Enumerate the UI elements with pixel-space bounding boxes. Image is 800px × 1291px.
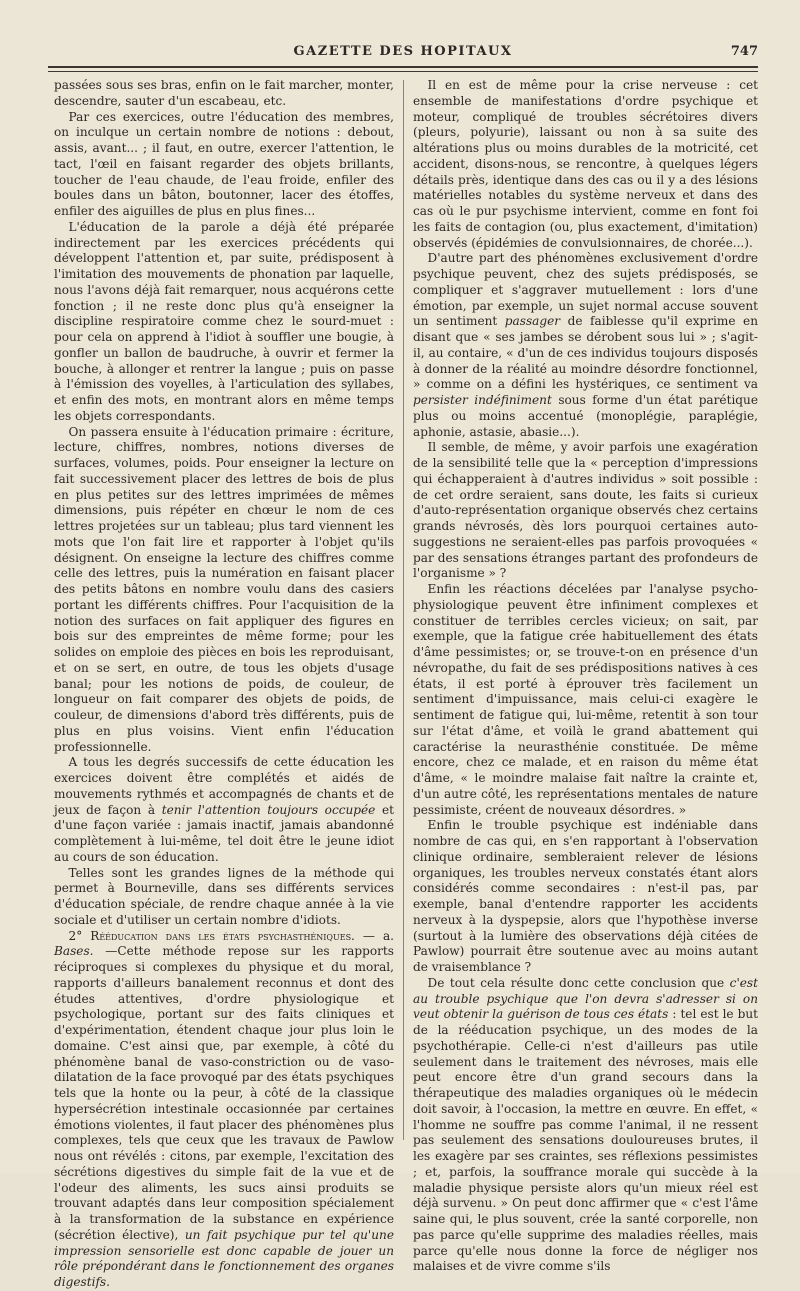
paragraph: Il en est de même pour la crise nerveuse : cet ensemble de manifestations d'ordre psychique et moteur, compliqué de troubles sécrétoires divers (pleurs, polyurie), laissant ou non à sa suite des altérations plus ou moins durables de la motricité, cet accident, disons-nous, se rencontre, à quelques légers détails près, identique dans des cas ou il y a des lésions matérielles notables du système nerveux et dans des cas où le pur psychisme intervient, comme en font foi les faits de contagion (ou, plus exactement, d'imitation) observés (épidémies de convulsionnaires, de chorée...). bbox=[413, 78, 758, 250]
paragraph: passées sous ses bras, enfin on le fait marcher, monter, descendre, sauter d'un escabeau, etc. bbox=[54, 78, 394, 108]
paragraph: Par ces exercices, outre l'éducation des membres, on inculque un certain nombre de notions : debout, assis, avant... ; il faut, en outre, exercer l'attention, le tact, l'œil en faisant regarder des objets brillants, toucher de l'eau chaude, de l'eau froide, enfiler des boules dans un bâton, boutonner, lacer des étoffes, enfiler des aiguilles de plus en plus fines... bbox=[54, 109, 394, 218]
italic-text: c'est au trouble psychique que l'on devra s'adresser si on veut obtenir la guérison de tous ces états bbox=[413, 975, 758, 1022]
page-number: 747 bbox=[730, 44, 758, 59]
italic-text: un fait psychique pur tel qu'une impression sensorielle est donc capable de jouer un rôle prépondérant dans le fonctionnement des organes digestifs. bbox=[54, 1227, 394, 1289]
page-header bbox=[48, 44, 758, 68]
italic-text: tenir l'attention toujours occupée bbox=[161, 802, 376, 817]
text-run: —Cette méthode repose sur les rapports réciproques si complexes du physique et du moral, rapports d'ailleurs banalement reconnus et dont des études attentives, d'ordre physiologique et psychologique, portant sur des faits cliniques et d'expérimentation, étendent chaque jour plus loin le domaine. C'est ainsi que, par exemple, à côté du phénomène banal de vaso-constriction ou de vaso-dilatation de la face provoqué par des états psychiques tels que la honte ou la peur, à côté de la classique hypersécrétion intestinale occasionnée par certaines émotions violentes, il faut placer des phénomènes plus complexes, tels que ceux que les travaux de Pawlow nous ont révélés : citons, par exemple, l'excitation des sécrétions digestives du simple fait de la vue et de l'odeur des aliments, les sucs ainsi produits se trouvant adaptés dans leur composition spécialement à la transformation de la substance en expérience (sécrétion élective), bbox=[54, 944, 394, 1242]
italic-text: persister indéfiniment bbox=[413, 393, 552, 407]
paragraph bbox=[413, 251, 758, 440]
text-run: de faiblesse qu'il exprime en disant que « ses jambes se dérobent sous lui » ; s'agit-il, au contaire, « d'un de ces individus toujours disposés à donner de la réalité au moindre désordre fonctionnel, » comme on a défini les hystériques, ce sentiment va bbox=[413, 314, 759, 392]
paragraph: L'éducation de la parole a déjà été préparée indirectement par les exercices précédents qui développent l'attention et, par suite, prédisposent à l'imitation des mouvements de phonation par laquelle, nous l'avons déjà fait remarquer, nous acquérons cette fonction ; il ne reste donc plus qu'à enseigner la discipline respiratoire comme chez le sourd-muet : pour cela on apprend à l'idiot à souffler une bougie, à gonfler un ballon de baudruche, à ouvrir et fermer la bouche, à allonger et rentrer la langue ; puis on passe à l'émission des voyelles, à l'articulation des syllabes, et enfin des mots, en montrant alors en même temps les objets correspondants. bbox=[54, 219, 394, 423]
paragraph: On passera ensuite à l'éducation primaire : écriture, lecture, chiffres, nombres, notions diverses de surfaces, volumes, poids. Pour enseigner la lecture on fait successivement placer des lettres de bois de plus en plus petites sur des lettres imprimées de mêmes dimensions, puis répéter en chœur le nom de ces lettres projetées sur un tableau; plus tard viennent les mots que l'on fait lire et rapporter à l'objet qu'ils désignent. On enseigne la lecture des chiffres comme celle des lettres, puis la numération en faisant placer des petits bâtons en nombre voulu dans des casiers portant les différents chiffres. Pour l'acquisition de la notion des surfaces on fait appliquer des figures en bois sur des empreintes de même forme; pour les solides on emploie des pièces en bois les reproduisant, et on se sert, en outre, de tous les objets d'usage banal; pour les notions de poids, de couleur, de longueur on fait comparer des objets de poids, de couleur, de dimensions d'abord très différents, puis de plus en plus voisins. Vient enfin l'éducation professionnelle. bbox=[54, 424, 394, 754]
text-run: De tout cela résulte donc cette conclusion que bbox=[427, 975, 730, 990]
paragraph bbox=[413, 976, 758, 1275]
section-paragraph bbox=[54, 929, 394, 1291]
paragraph: Telles sont les grandes lignes de la méthode qui permet à Bourneville, dans ses différents services d'éducation spéciale, de rendre chaque année à la vie sociale et d'utiliser un certain nombre d'idiots. bbox=[54, 865, 394, 927]
section-heading: 2° Rééducation dans les états psychasthéniques. bbox=[68, 928, 355, 943]
subsection-heading: Bases. bbox=[54, 944, 94, 959]
text-run: D'autre part des phénomènes exclusivement d'ordre psychique peuvent, chez des sujets prédisposés, se compliquer et s'aggraver mutuellement : lors d'une émotion, par exemple, un sujet normal accuse souvent un sentiment bbox=[413, 251, 758, 329]
text-run: : tel est le but de la rééducation psychique, un des modes de la psychothérapie. Celle-ci n'est d'ailleurs pas utile seulement dans le traitement des névroses, mais elle peut encore être d'un grand secours dans la thérapeutique des maladies organiques où le médecin doit savoir, à l'occasion, la mettre en œuvre. En effet, « l'homme ne souffre pas comme l'animal, il ne ressent pas seulement des sensations douloureuses brutes, il les exagère par ses craintes, ses réflexions pessimistes ; et, parfois, la souffrance morale qui succède à la maladie physique persiste alors qu'un mieux réel est déjà survenu. » On peut donc affirmer que « c'est l'âme saine qui, le plus souvent, crée la santé corporelle, non pas parce qu'elle supprime des maladies réelles, mais parce qu'elle nous donne la force de négliger nos malaises et de vivre comme s'ils bbox=[413, 1007, 758, 1274]
italic-text: passager bbox=[504, 314, 561, 329]
right-column bbox=[413, 78, 758, 1275]
header-rule bbox=[48, 66, 758, 72]
text-run: — a. bbox=[354, 928, 394, 943]
journal-title: GAZETTE DES HOPITAUX bbox=[293, 44, 513, 59]
paragraph: Il semble, de même, y avoir parfois une exagération de la sensibilité telle que la « perception d'impressions qui échapperaient à d'autres individus » soit possible : de cet ordre seraient, sans doute, les faits si curieux d'auto-représentation organique observés chez certains grands névrosés, dès lors pourquoi certaines auto-suggestions ne seraient-elles pas parfois provoquées « par des sensations étranges partant des profondeurs de l'organisme » ? bbox=[413, 440, 758, 581]
paragraph: Enfin les réactions décelées par l'analyse psycho-physiologique peuvent être infiniment complexes et constituer de terribles cercles vicieux; on sait, par exemple, que la fatigue crée habituellement des états d'âme pessimistes; or, se trouve-t-on en présence d'un névropathe, du fait de ses prédispositions natives à ces états, il est porté à éprouver très facilement un sentiment d'impuissance, mais celui-ci exagère le sentiment de fatigue qui, lui-même, retentit à son tour sur l'état d'âme, et voilà le grand abattement qui caractérise la neurasthénie constituée. De même encore, chez ce malade, et en raison du même état d'âme, « le moindre malaise fait naître la crainte et, d'un autre côté, les représentations mentales de nature pessimiste, créent de nouveaux désordres. » bbox=[413, 582, 758, 817]
text-run: et d'une façon variée : jamais inactif, jamais abandonné complètement à lui-même, tel doit être le jeune idiot au cours de son éducation. bbox=[54, 802, 394, 864]
column-divider bbox=[403, 80, 404, 1140]
paragraph bbox=[54, 755, 394, 865]
paragraph: Enfin le trouble psychique est indéniable dans nombre de cas qui, en s'en rapportant à l'observation clinique ordinaire, sembleraient relever de lésions organiques, les troubles nerveux constatés étant alors considérés comme secondaires : n'est-il pas, par exemple, banal d'entendre rapporter les accidents nerveux à la dyspepsie, alors que l'hypothèse inverse (surtout à la lumière des observations déjà citées de Pawlow) pourrait être soutenue avec au moins autant de vraisemblance ? bbox=[413, 818, 758, 974]
left-column bbox=[54, 78, 394, 1291]
text-run: sous forme d'un état parétique plus ou moins accentué (monoplégie, paraplégie, aphonie, astasie, abasie...). bbox=[413, 393, 758, 439]
text-run: A tous les degrés successifs de cette éducation les exercices doivent être complétés et aidés de mouvements rythmés et accompagnés de chants et de jeux de façon à bbox=[54, 755, 394, 817]
